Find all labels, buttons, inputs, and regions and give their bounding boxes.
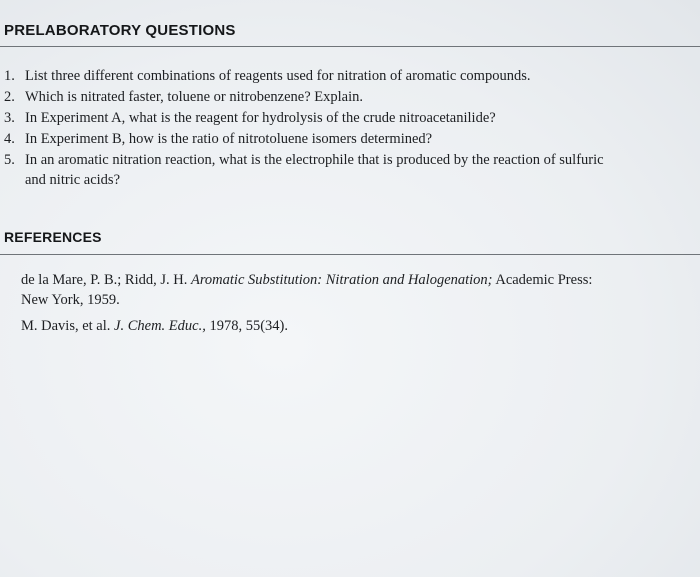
references-heading: REFERENCES <box>4 229 102 245</box>
reference-1-location: New York, 1959. <box>21 292 120 308</box>
reference-journal: J. Chem. Educ., <box>114 318 206 334</box>
reference-authors: M. Davis, et al. <box>21 318 111 334</box>
question-text-continued: and nitric acids? <box>25 172 121 188</box>
question-text: List three different combinations of reagents used for nitration of aromatic compounds. <box>25 68 531 84</box>
question-list <box>4 66 700 192</box>
reference-publisher: Academic Press: <box>495 272 593 288</box>
question-text: Which is nitrated faster, toluene or nitrobenzene? Explain. <box>25 89 364 105</box>
prelab-heading: PRELABORATORY QUESTIONS <box>4 22 236 39</box>
reference-book-title: Aromatic Substitution: Nitration and Halogenation; <box>190 272 493 288</box>
question-item <box>4 150 700 192</box>
reference-authors: de la Mare, P. B.; Ridd, J. H. <box>21 272 188 288</box>
question-text: In Experiment B, how is the ratio of nitrotoluene isomers determined? <box>25 131 433 147</box>
question-number: 5. <box>4 152 15 168</box>
question-item <box>4 129 700 150</box>
references-divider <box>0 254 700 255</box>
question-text: In an aromatic nitration reaction, what is the electrophile that is produced by the reaction of sulfuric <box>25 152 604 168</box>
question-item <box>4 108 700 129</box>
question-text: In Experiment A, what is the reagent for hydrolysis of the crude nitroacetanilide? <box>25 110 496 126</box>
question-number: 2. <box>4 89 15 105</box>
prelab-divider <box>0 46 700 47</box>
reference-details: 1978, 55(34). <box>209 318 289 334</box>
question-number: 3. <box>4 110 15 126</box>
question-number: 4. <box>4 131 15 147</box>
reference-1 <box>21 272 592 289</box>
question-item <box>4 66 700 87</box>
question-number: 1. <box>4 68 15 84</box>
reference-2 <box>21 318 288 335</box>
question-item <box>4 87 700 108</box>
